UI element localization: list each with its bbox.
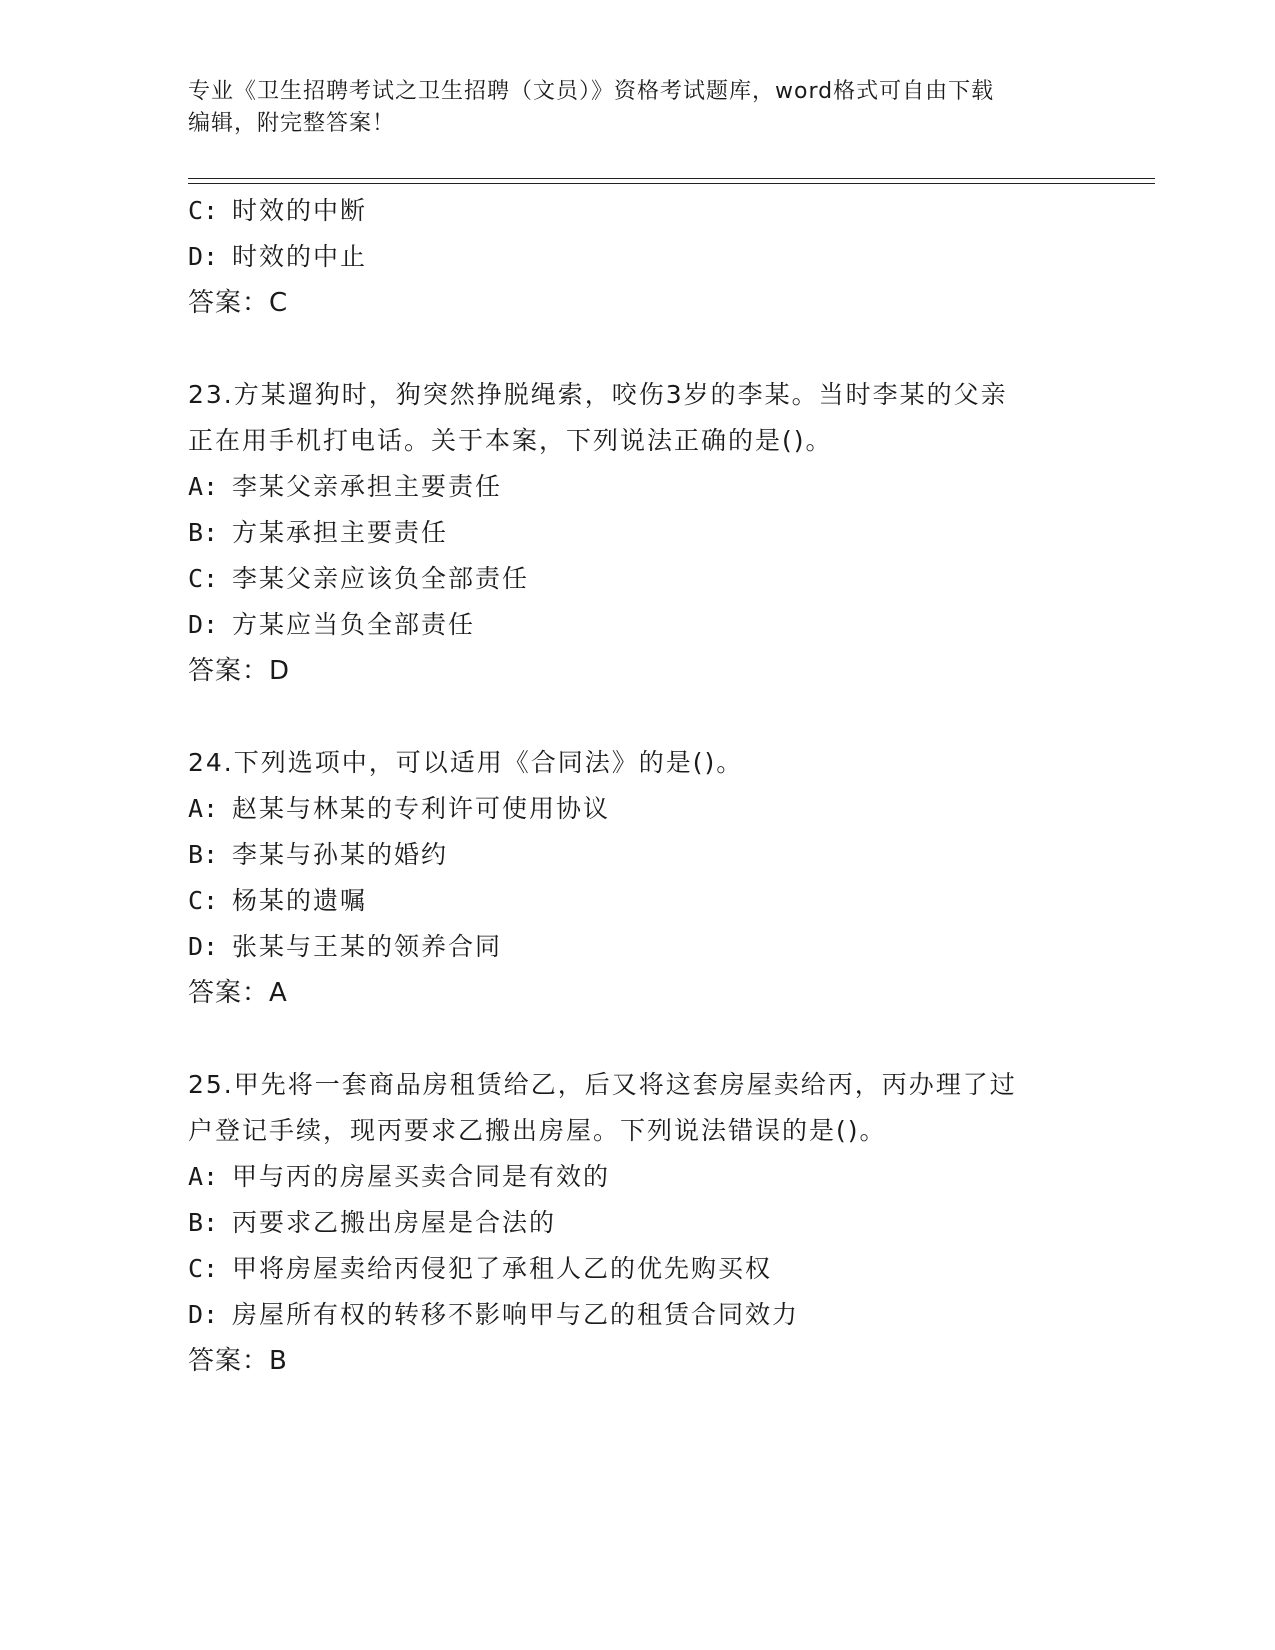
option-letter: C: xyxy=(188,886,219,915)
option-letter: B: xyxy=(188,518,219,547)
option-letter: A: xyxy=(188,472,219,501)
option-letter: B: xyxy=(188,1208,219,1237)
option-text: 丙要求乙搬出房屋是合法的 xyxy=(232,1208,557,1237)
option-d xyxy=(188,924,1088,970)
option-text: 甲将房屋卖给丙侵犯了承租人乙的优先购买权 xyxy=(232,1254,773,1283)
option-letter: B: xyxy=(188,840,219,869)
divider-line-bottom xyxy=(188,183,1155,184)
option-letter: C: xyxy=(188,1254,219,1283)
option-text: 李某与孙某的婚约 xyxy=(232,840,449,869)
option-letter: C: xyxy=(188,196,219,225)
question-stem-cont: 户登记手续，现丙要求乙搬出房屋。下列说法错误的是()。 xyxy=(188,1116,887,1145)
option-d xyxy=(188,1292,1088,1338)
answer-line: 答案：A xyxy=(188,978,288,1008)
option-text: 时效的中止 xyxy=(232,242,368,271)
option-b xyxy=(188,1200,1088,1246)
answer-line: 答案：B xyxy=(188,1346,288,1376)
question-stem: 24.下列选项中，可以适用《合同法》的是()。 xyxy=(188,748,744,777)
option-text: 赵某与林某的专利许可使用协议 xyxy=(232,794,611,823)
spacer xyxy=(188,326,1088,372)
question-content xyxy=(188,188,1088,1384)
option-letter: D: xyxy=(188,242,219,271)
option-letter: A: xyxy=(188,1162,219,1191)
option-letter: D: xyxy=(188,610,219,639)
option-text: 方某应当负全部责任 xyxy=(232,610,476,639)
option-letter: D: xyxy=(188,1300,219,1329)
divider-line-top xyxy=(188,178,1155,179)
option-letter: A: xyxy=(188,794,219,823)
option-b xyxy=(188,510,1088,556)
option-c xyxy=(188,878,1088,924)
option-d xyxy=(188,234,1088,280)
answer-line: 答案：C xyxy=(188,288,289,318)
answer-line: 答案：D xyxy=(188,656,291,686)
question-23 xyxy=(188,372,1088,694)
header-line-2: 编辑，附完整答案！ xyxy=(188,111,396,136)
option-text: 张某与王某的领养合同 xyxy=(232,932,503,961)
option-c xyxy=(188,188,1088,234)
option-c xyxy=(188,1246,1088,1292)
document-header xyxy=(188,76,1088,140)
spacer xyxy=(188,1016,1088,1062)
question-22-tail xyxy=(188,188,1088,326)
option-a xyxy=(188,786,1088,832)
spacer xyxy=(188,694,1088,740)
option-letter: C: xyxy=(188,564,219,593)
header-line-1: 专业《卫生招聘考试之卫生招聘（文员）》资格考试题库，word格式可自由下载 xyxy=(188,79,995,104)
option-text: 李某父亲承担主要责任 xyxy=(232,472,503,501)
option-text: 方某承担主要责任 xyxy=(232,518,449,547)
option-b xyxy=(188,832,1088,878)
question-stem: 23.方某遛狗时，狗突然挣脱绳索，咬伤3岁的李某。当时李某的父亲 xyxy=(188,380,1008,409)
option-c xyxy=(188,556,1088,602)
question-stem-cont: 正在用手机打电话。关于本案，下列说法正确的是()。 xyxy=(188,426,833,455)
option-text: 房屋所有权的转移不影响甲与乙的租赁合同效力 xyxy=(232,1300,800,1329)
option-letter: D: xyxy=(188,932,219,961)
option-text: 甲与丙的房屋买卖合同是有效的 xyxy=(232,1162,611,1191)
option-text: 时效的中断 xyxy=(232,196,368,225)
question-24 xyxy=(188,740,1088,1016)
option-text: 李某父亲应该负全部责任 xyxy=(232,564,530,593)
question-25 xyxy=(188,1062,1088,1384)
header-divider xyxy=(188,178,1155,188)
option-d xyxy=(188,602,1088,648)
question-stem: 25.甲先将一套商品房租赁给乙，后又将这套房屋卖给丙，丙办理了过 xyxy=(188,1070,1017,1099)
option-a xyxy=(188,464,1088,510)
option-a xyxy=(188,1154,1088,1200)
option-text: 杨某的遗嘱 xyxy=(232,886,368,915)
